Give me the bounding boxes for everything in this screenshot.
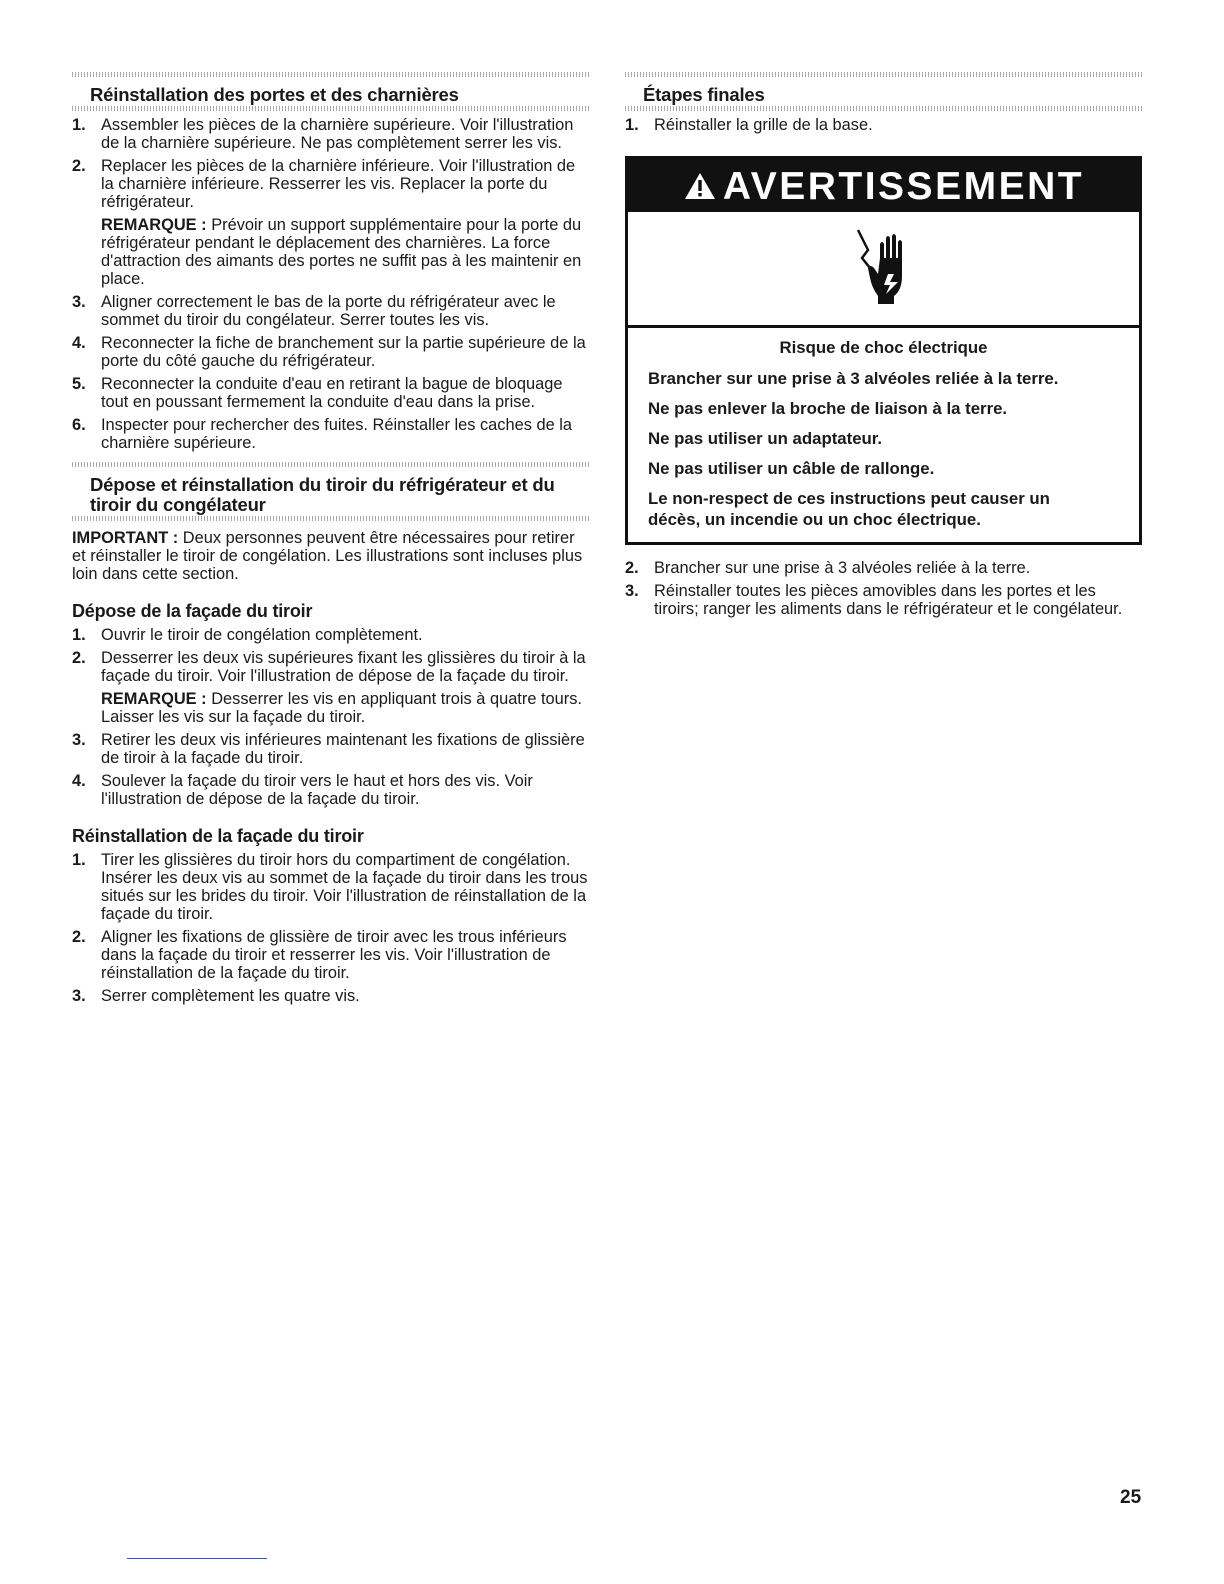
warning-line: Le non-respect de ces instructions peut causer un décès, un incendie ou un choc électrique.	[648, 489, 1050, 529]
door-reinstall-steps	[72, 116, 590, 452]
important-note: IMPORTANT : Deux personnes peuvent être nécessaires pour retirer et réinstaller le tiroir de congélation. Les illustrations sont incluses plus loin dans cette section.	[72, 529, 583, 583]
warning-pictogram-area	[628, 212, 1139, 328]
list-item: 1. Assembler les pièces de la charnière supérieure. Voir l'illustration de la charnière supérieure. Ne pas complètement serrer les vis.	[72, 116, 574, 152]
page-number: 25	[1120, 1487, 1142, 1508]
warning-line: Ne pas enlever la broche de liaison à la terre.	[648, 399, 1008, 418]
section-divider	[72, 72, 590, 77]
left-column	[72, 72, 590, 1005]
subsection-title-drawer-front-removal: Dépose de la façade du tiroir	[72, 601, 313, 621]
list-item: 2. Brancher sur une prise à 3 alvéoles reliée à la terre.	[625, 559, 1031, 577]
warning-box	[625, 156, 1142, 545]
list-item: 3. Aligner correctement le bas de la porte du réfrigérateur avec le sommet du tiroir du congélateur. Serrer toutes les vis.	[72, 293, 556, 329]
section-divider	[625, 106, 1142, 111]
section-title-drawer-removal: Dépose et réinstallation du tiroir du réfrigérateur et du tiroir du congélateur	[90, 474, 555, 515]
list-item: 1. Ouvrir le tiroir de congélation complètement.	[72, 626, 423, 644]
warning-line: Ne pas utiliser un adaptateur.	[648, 429, 883, 448]
warning-body	[628, 328, 1139, 542]
list-item: 2. Replacer les pièces de la charnière inférieure. Voir l'illustration de la charnière inférieure. Resserrer les vis. Replacer la porte du réfrigérateur. REMARQUE : Prévoir un support supplémentaire pour la porte du réfrigérateur pendant le déplacement des charnières. La force d'attraction des aimants des portes ne suffit pas à les maintenir en place.	[72, 157, 590, 288]
list-item: 4. Soulever la façade du tiroir vers le haut et hors des vis. Voir l'illustration de dépose de la façade du tiroir.	[72, 772, 533, 808]
section-divider	[72, 106, 590, 111]
list-item: 2. Desserrer les deux vis supérieures fixant les glissières du tiroir à la façade du tiroir. Voir l'illustration de dépose de la façade du tiroir. REMARQUE : Desserrer les vis en appliquant trois à quatre tours. Laisser les vis sur la façade du tiroir.	[72, 649, 590, 726]
list-item: 4. Reconnecter la fiche de branchement sur la partie supérieure de la porte du côté gauche du réfrigérateur.	[72, 334, 586, 370]
electric-shock-hand-icon	[854, 228, 924, 308]
list-item: 3. Serrer complètement les quatre vis.	[72, 987, 360, 1005]
warning-line: Brancher sur une prise à 3 alvéoles reliée à la terre.	[648, 369, 1059, 388]
warning-heading: AVERTISSEMENT	[722, 165, 1085, 208]
subsection-title-drawer-front-reinstall: Réinstallation de la façade du tiroir	[72, 826, 364, 846]
warning-triangle-icon	[683, 161, 717, 216]
section-divider	[625, 72, 1142, 77]
list-item: 3. Retirer les deux vis inférieures maintenant les fixations de glissière de tiroir à la façade du tiroir.	[72, 731, 585, 767]
final-steps-list	[625, 116, 1142, 134]
list-item: 1. Réinstaller la grille de la base.	[625, 116, 873, 134]
list-item: 3. Réinstaller toutes les pièces amovibles dans les portes et les tiroirs; ranger les aliments dans le réfrigérateur et le congélateur.	[625, 582, 1123, 618]
warning-header	[628, 159, 1139, 212]
note: REMARQUE : Desserrer les vis en appliquant trois à quatre tours. Laisser les vis sur la façade du tiroir.	[101, 690, 582, 726]
section-divider	[72, 462, 590, 467]
warning-risk-title: Risque de choc électrique	[779, 338, 988, 357]
right-column	[625, 72, 1142, 618]
footer-line	[127, 1558, 267, 1559]
warning-line: Ne pas utiliser un câble de rallonge.	[648, 459, 935, 478]
drawer-front-removal-steps	[72, 626, 590, 808]
list-item: 6. Inspecter pour rechercher des fuites. Réinstaller les caches de la charnière supérieure.	[72, 416, 573, 452]
note: REMARQUE : Prévoir un support supplémentaire pour la porte du réfrigérateur pendant le déplacement des charnières. La force d'attraction des aimants des portes ne suffit pas à les maintenir en place.	[101, 216, 582, 288]
list-item: 5. Reconnecter la conduite d'eau en retirant la bague de bloquage tout en poussant fermement la conduite d'eau dans la prise.	[72, 375, 563, 411]
section-title-final-steps: Étapes finales	[643, 84, 765, 105]
list-item: 1. Tirer les glissières du tiroir hors du compartiment de congélation. Insérer les deux vis au sommet de la façade du tiroir dans les trous situés sur les brides du tiroir. Voir l'illustration de réinstallation de la façade du tiroir.	[72, 851, 588, 923]
section-title-door-reinstall: Réinstallation des portes et des charnières	[90, 84, 459, 105]
drawer-front-reinstall-steps	[72, 851, 590, 1005]
section-divider	[72, 516, 590, 521]
final-steps-list-continued	[625, 559, 1142, 618]
list-item: 2. Aligner les fixations de glissière de tiroir avec les trous inférieurs dans la façade du tiroir et resserrer les vis. Voir l'illustration de réinstallation de la façade du tiroir.	[72, 928, 567, 982]
